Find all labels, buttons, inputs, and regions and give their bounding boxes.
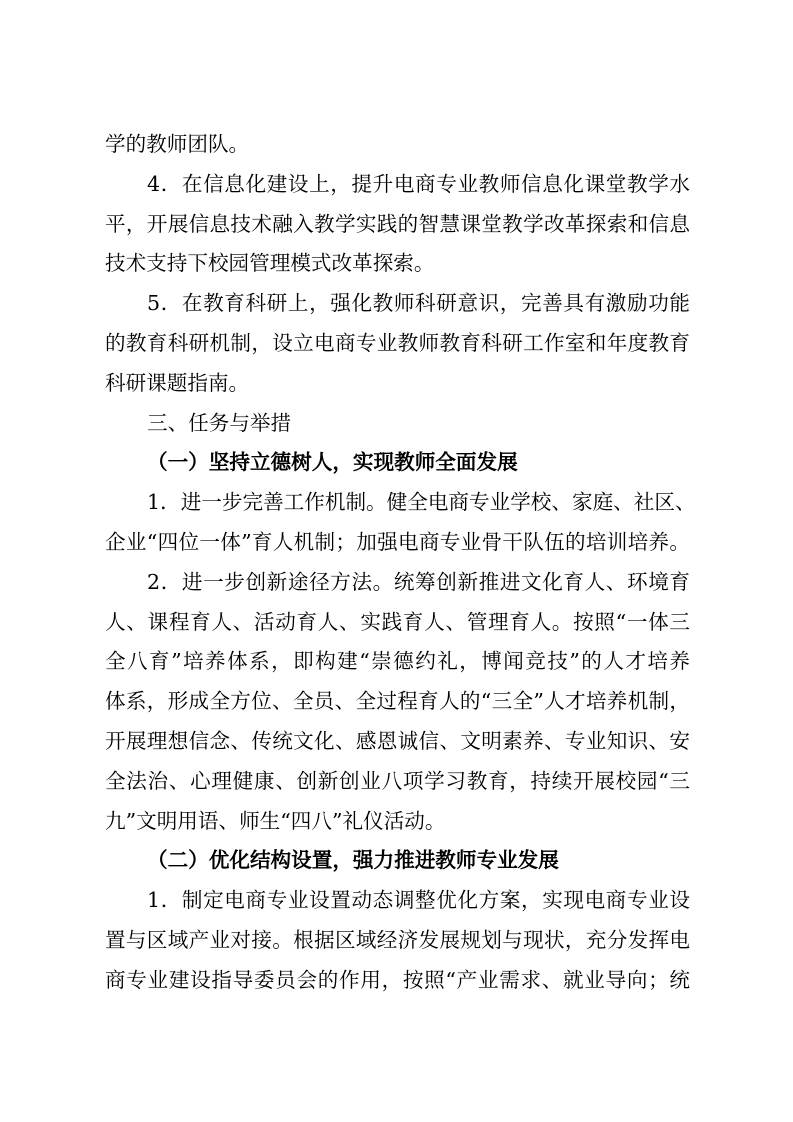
text-line: 技术支持下校园管理模式改革探索。 [105, 251, 435, 276]
document-body [105, 125, 696, 1001]
paragraph [105, 165, 690, 284]
subsection-heading [105, 841, 690, 881]
paragraph [105, 563, 690, 842]
section-heading-text: 三、任务与举措 [147, 410, 292, 435]
text-line: 开展理想信念、传统文化、感恩诚信、文明素养、专业知识、安 [105, 728, 690, 753]
text-line: 全八育”培养体系，即构建“崇德约礼，博闻竞技”的人才培养 [105, 649, 690, 674]
text-line: 5．在教育科研上，强化教师科研意识，完善具有激励功能 [147, 291, 690, 316]
paragraph [105, 483, 696, 563]
text-line: 的教育科研机制，设立电商专业教师教育科研工作室和年度教育 [105, 330, 690, 355]
text-line: 4．在信息化建设上，提升电商专业教师信息化课堂教学水 [147, 171, 690, 196]
subsection-heading [105, 443, 690, 483]
paragraph [105, 881, 690, 1000]
text-line: 商专业建设指导委员会的作用，按照“产业需求、就业导向；统 [105, 967, 690, 992]
text-line: 学的教师团队。 [105, 132, 250, 156]
text-line: 体系，形成全方位、全员、全过程育人的“三全”人才培养机制， [105, 689, 690, 714]
text-line: 科研课题指南。 [105, 370, 250, 395]
subsection-heading-text: （二）优化结构设置，强力推进教师专业发展 [147, 848, 559, 873]
subsection-heading-text: （一）坚持立德树人，实现教师全面发展 [147, 450, 518, 475]
text-line: 九”文明用语、师生“四八”礼仪活动。 [105, 808, 446, 833]
paragraph [105, 284, 690, 403]
section-heading [105, 404, 690, 444]
text-line: 1．进一步完善工作机制。健全电商专业学校、家庭、社区、 [147, 490, 696, 515]
text-line: 置与区域产业对接。根据区域经济发展规划与现状，充分发挥电 [105, 927, 690, 952]
text-line: 平，开展信息技术融入教学实践的智慧课堂教学改革探索和信息 [105, 211, 690, 236]
text-line: 2．进一步创新途径方法。统筹创新推进文化育人、环境育 [147, 569, 690, 594]
text-line: 人、课程育人、活动育人、实践育人、管理育人。按照“一体三 [105, 609, 690, 634]
text-line: 全法治、心理健康、创新创业八项学习教育，持续开展校园“三 [105, 768, 690, 793]
text-line: 企业“四位一体”育人机制；加强电商专业骨干队伍的培训培养。 [105, 529, 690, 554]
text-line: 1．制定电商专业设置动态调整优化方案，实现电商专业设 [147, 888, 690, 913]
paragraph [105, 125, 690, 165]
